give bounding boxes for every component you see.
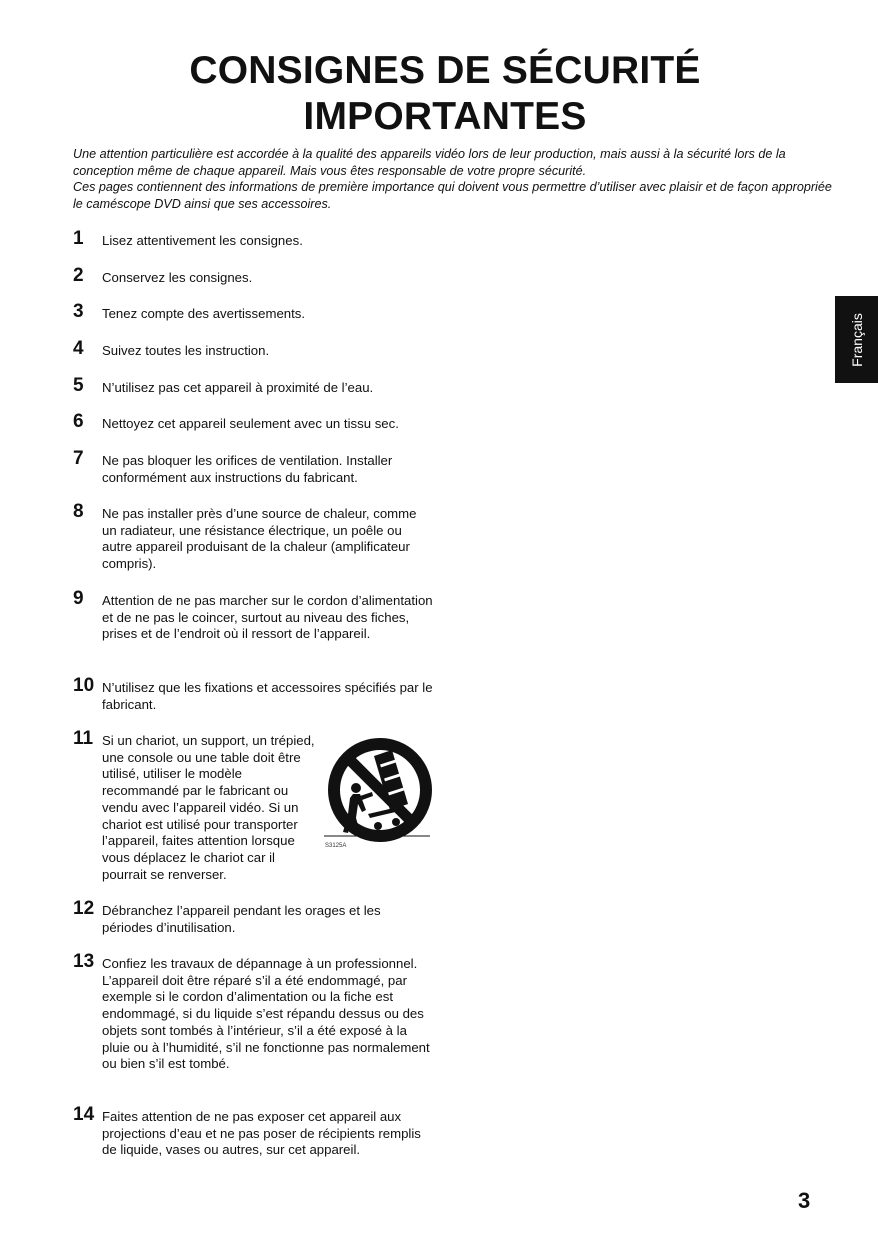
item-text: Suivez toutes les instruction. [102, 343, 270, 358]
item-number: 11 [73, 728, 94, 749]
item-text: N’utilisez que les fixations et accessoires spécifiés par le fabricant. [102, 680, 433, 712]
item-text: N’utilisez pas cet appareil à proximité de l’eau. [102, 380, 374, 395]
item-text: Faites attention de ne pas exposer cet appareil aux projections d’eau et ne pas poser de récipients remplis de liquide, vases ou autres, sur cet appareil. [102, 1109, 421, 1158]
page-number: 3 [798, 1188, 811, 1213]
cart-tip-over-warning-icon [322, 736, 434, 854]
intro-text [73, 146, 833, 212]
item-number: 8 [73, 501, 84, 522]
language-tab-label: Français [848, 312, 865, 367]
intro-paragraph-1: Une attention particulière est accordée à la qualité des appareils vidéo lors de leur production, mais aussi à la sécurité lors de la conception même de chaque appareil. Mais vous êtes responsable de votre propre sécurité. [73, 147, 786, 178]
item-number: 10 [73, 675, 95, 696]
item-number: 5 [73, 375, 84, 396]
item-text: Conservez les consignes. [102, 270, 253, 285]
item-text: Tenez compte des avertissements. [102, 306, 306, 321]
item-text: Ne pas installer près d’une source de chaleur, comme un radiateur, une résistance électrique, un poêle ou autre appareil produisant de la chaleur (amplificateur compris). [102, 506, 417, 572]
page-title-line-2: IMPORTANTES [303, 95, 587, 138]
item-text: Si un chariot, un support, un trépied, une console ou une table doit être utilisé, utiliser le modèle recommandé par le fabricant ou vendu avec l’appareil vidéo. Si un chariot est utilisé pour transporter l’appareil, faites attention lorsque vous déplacez le chariot car il pourrait se renverser. [102, 733, 315, 882]
page-title [0, 48, 878, 140]
intro-paragraph-2: Ces pages contiennent des informations de première importance qui doivent vous permettre d’utiliser avec plaisir et de façon appropriée le caméscope DVD ainsi que ses accessoires. [73, 180, 832, 211]
page-title-line-1: CONSIGNES DE SÉCURITÉ [189, 49, 701, 92]
item-number: 13 [73, 951, 95, 972]
item-number: 2 [73, 265, 84, 286]
item-number: 3 [73, 301, 84, 322]
item-number: 4 [73, 338, 84, 359]
item-text: Ne pas bloquer les orifices de ventilation. Installer conformément aux instructions du fabricant. [102, 453, 393, 485]
item-number: 7 [73, 448, 84, 469]
item-text: Nettoyez cet appareil seulement avec un tissu sec. [102, 416, 399, 431]
item-text: Attention de ne pas marcher sur le cordon d’alimentation et de ne pas le coincer, surtout au niveau des fiches, prises et de l’endroit où il ressort de l’appareil. [102, 593, 433, 642]
language-tab [835, 296, 878, 383]
item-number: 1 [73, 228, 84, 249]
item-number: 12 [73, 898, 95, 919]
item-text: Lisez attentivement les consignes. [102, 233, 303, 248]
item-number: 14 [73, 1104, 95, 1125]
item-text: Confiez les travaux de dépannage à un professionnel. L’appareil doit être réparé s’il a été endommagé, par exemple si le cordon d’alimentation ou la fiche est endommagé, si du liquide s’est répandu dessus ou des objets sont tombés à l’intérieur, s’il a été exposé à la pluie ou à l’humidité, s’il ne fonctionne pas normalement ou bien s’il est tombé. [102, 956, 430, 1072]
item-number: 9 [73, 588, 84, 609]
figure-code: S3125A [325, 843, 347, 849]
item-number: 6 [73, 411, 84, 432]
item-text: Débranchez l’appareil pendant les orages et les périodes d’inutilisation. [102, 903, 381, 935]
